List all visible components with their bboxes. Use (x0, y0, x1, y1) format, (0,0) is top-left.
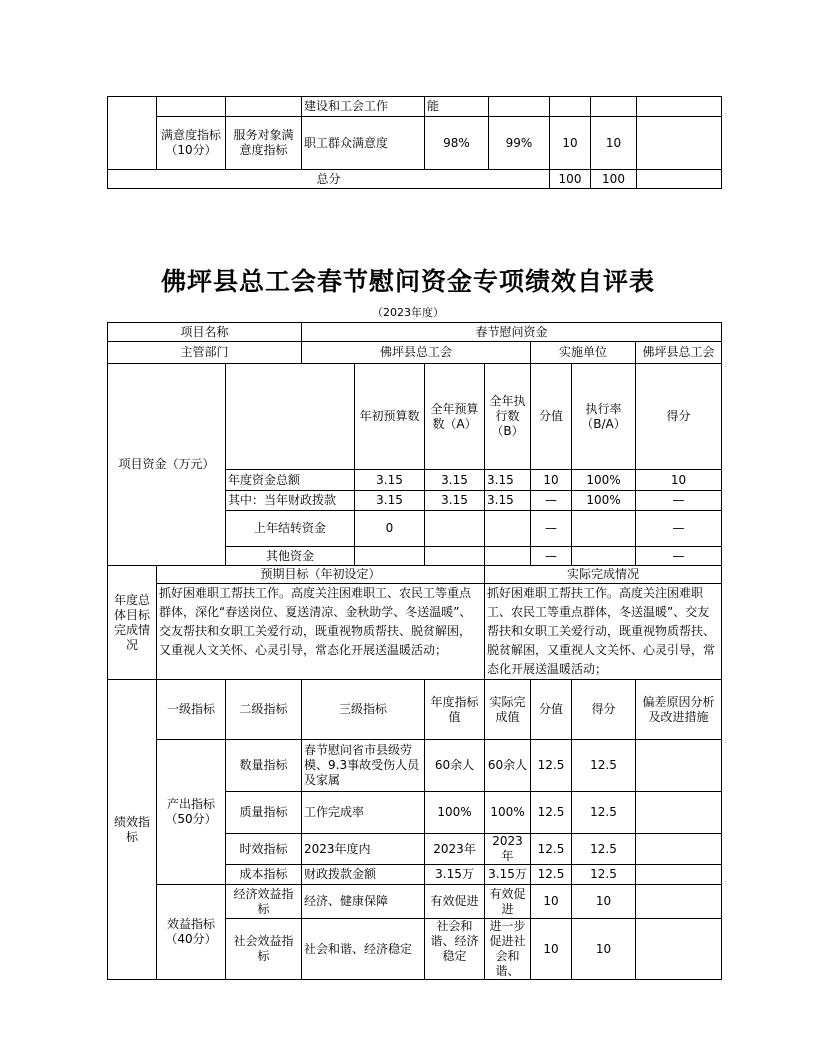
perf-cell: 100% (425, 792, 485, 834)
perf-cell: 100% (485, 792, 531, 834)
funds-cell: — (531, 491, 572, 511)
perf-header: 偏差原因分析及改进措施 (636, 680, 722, 740)
perf-cell: 时效指标 (226, 834, 302, 865)
table-cell: 服务对象满意度指标 (226, 117, 302, 170)
funds-row-name: 其中：当年财政拨款 (226, 491, 355, 511)
perf-row (108, 740, 722, 792)
table-cell (157, 97, 226, 117)
perf-cell: 12.5 (531, 834, 572, 865)
actual-label: 实际完成情况 (485, 566, 722, 584)
funds-cell: 3.15 (425, 470, 485, 491)
perf-cell: 2023年 (425, 834, 485, 865)
perf-header: 三级指标 (302, 680, 425, 740)
funds-cell: 10 (636, 470, 722, 491)
funds-cell: 0 (355, 511, 425, 547)
perf-cell: 12.5 (572, 792, 636, 834)
perf-cell (636, 865, 722, 885)
funds-header: 全年预算数（A） (425, 364, 485, 470)
perf-cell: 有效促进 (485, 885, 531, 919)
perf-header-row (108, 680, 722, 740)
perf-label: 绩效指标 (108, 680, 157, 980)
funds-cell: 3.15 (355, 470, 425, 491)
perf-cell: 工作完成率 (302, 792, 425, 834)
funds-cell: — (531, 511, 572, 547)
dept-value: 佛坪县总工会 (302, 342, 531, 364)
table-cell: 10 (591, 117, 637, 170)
project-name: 春节慰问资金 (302, 323, 722, 342)
perf-cell: 2023年度内 (302, 834, 425, 865)
total-row (108, 170, 722, 189)
benefit-label: 效益指标（40分） (157, 885, 226, 980)
perf-cell (636, 919, 722, 980)
total-weight: 100 (550, 170, 591, 189)
table-row (108, 117, 722, 170)
table-cell (591, 97, 637, 117)
perf-cell (636, 740, 722, 792)
funds-label: 项目资金（万元） (108, 364, 226, 566)
perf-cell (636, 834, 722, 865)
funds-header: 年初预算数 (355, 364, 425, 470)
table-cell (226, 364, 355, 470)
perf-header: 一级指标 (157, 680, 226, 740)
perf-header: 得分 (572, 680, 636, 740)
total-score: 100 (591, 170, 637, 189)
table-row (108, 323, 722, 342)
perf-cell: 12.5 (531, 792, 572, 834)
funds-cell: — (636, 511, 722, 547)
perf-cell: 质量指标 (226, 792, 302, 834)
table-cell: 建设和工会工作 (302, 97, 425, 117)
perf-cell: 10 (572, 919, 636, 980)
perf-cell: 成本指标 (226, 865, 302, 885)
table-cell (489, 97, 550, 117)
perf-cell: 3.15万 (425, 865, 485, 885)
table-cell (637, 97, 722, 117)
funds-row-name: 年度资金总额 (226, 470, 355, 491)
perf-cell: 社会和谐、经济稳定 (302, 919, 425, 980)
impl-value: 佛坪县总工会 (636, 342, 722, 364)
continuation-table (107, 96, 722, 189)
perf-cell (636, 885, 722, 919)
table-row (108, 97, 722, 117)
perf-header: 年度指标值 (425, 680, 485, 740)
perf-cell: 2023年 (485, 834, 531, 865)
funds-header: 得分 (636, 364, 722, 470)
perf-cell: 12.5 (572, 740, 636, 792)
perf-cell: 10 (572, 885, 636, 919)
perf-row (108, 885, 722, 919)
page-subtitle: （2023年度） (372, 306, 444, 319)
funds-cell: 3.15 (425, 491, 485, 511)
perf-cell: 数量指标 (226, 740, 302, 792)
funds-cell: 10 (531, 470, 572, 491)
funds-row-name: 其他资金 (226, 547, 355, 566)
perf-cell: 财政拨款金额 (302, 865, 425, 885)
perf-header: 二级指标 (226, 680, 302, 740)
project-name-label: 项目名称 (108, 323, 302, 342)
actual-text: 抓好困难职工帮扶工作。高度关注困难职工、农民工等重点群体，冬送温暖”、交友帮扶和女职工关爱行动，既重视物质帮扶、脱贫解困，又重视人文关怀、心灵引导，常态化开展送温暖活动； (485, 584, 722, 680)
funds-cell (485, 547, 531, 566)
funds-cell: — (636, 491, 722, 511)
table-cell (108, 97, 157, 170)
perf-cell: 春节慰问省市县级劳模、9.3事故受伤人员及家属 (302, 740, 425, 792)
table-cell (637, 117, 722, 170)
table-cell (226, 97, 302, 117)
funds-header: 分值 (531, 364, 572, 470)
dept-label: 主管部门 (108, 342, 302, 364)
funds-cell: 100% (572, 491, 636, 511)
table-cell: 满意度指标（10分） (157, 117, 226, 170)
table-cell: 98% (425, 117, 489, 170)
table-cell: 职工群众满意度 (302, 117, 425, 170)
funds-row-name: 上年结转资金 (226, 511, 355, 547)
output-label: 产出指标（50分） (157, 740, 226, 885)
table-row (108, 342, 722, 364)
impl-label: 实施单位 (531, 342, 636, 364)
perf-cell: 有效促进 (425, 885, 485, 919)
expected-text: 抓好困难职工帮扶工作。高度关注困难职工、农民工等重点群体，深化“春送岗位、夏送清凉、金秋助学、冬送温暖”、交友帮扶和女职工关爱行动，既重视物质帮扶、脱贫解困，又重视人文关怀、心灵引导，常态化开展送温暖活动； (157, 584, 485, 680)
perf-cell: 60余人 (485, 740, 531, 792)
funds-cell: 3.15 (485, 470, 531, 491)
perf-cell: 进一步促进社会和谐、 (485, 919, 531, 980)
perf-cell: 12.5 (572, 834, 636, 865)
perf-cell: 3.15万 (485, 865, 531, 885)
goals-row (108, 584, 722, 680)
perf-cell: 60余人 (425, 740, 485, 792)
goals-header-row (108, 566, 722, 584)
goals-label: 年度总体目标完成情况 (108, 566, 157, 680)
funds-header: 执行率（B/A） (572, 364, 636, 470)
table-cell (550, 97, 591, 117)
funds-header-row (108, 364, 722, 470)
perf-header: 分值 (531, 680, 572, 740)
table-cell: 能 (425, 97, 489, 117)
funds-cell: 3.15 (355, 491, 425, 511)
funds-cell: — (636, 547, 722, 566)
funds-cell (572, 511, 636, 547)
expected-label: 预期目标（年初设定） (157, 566, 485, 584)
funds-cell (572, 547, 636, 566)
funds-header: 全年执行数（B） (485, 364, 531, 470)
evaluation-table (107, 322, 722, 980)
perf-cell: 社会效益指标 (226, 919, 302, 980)
funds-cell: 3.15 (485, 491, 531, 511)
funds-cell (425, 511, 485, 547)
perf-cell: 社会和谐、经济稳定 (425, 919, 485, 980)
perf-cell: 12.5 (531, 740, 572, 792)
perf-cell: 经济效益指标 (226, 885, 302, 919)
funds-cell (355, 547, 425, 566)
funds-cell: — (531, 547, 572, 566)
perf-header: 实际完成值 (485, 680, 531, 740)
perf-cell: 12.5 (572, 865, 636, 885)
perf-cell: 10 (531, 885, 572, 919)
funds-cell: 100% (572, 470, 636, 491)
funds-cell (425, 547, 485, 566)
total-label: 总分 (108, 170, 550, 189)
perf-cell: 经济、健康保障 (302, 885, 425, 919)
perf-cell: 12.5 (531, 865, 572, 885)
table-cell: 10 (550, 117, 591, 170)
perf-cell: 10 (531, 919, 572, 980)
table-cell: 99% (489, 117, 550, 170)
table-cell (637, 170, 722, 189)
perf-cell (636, 792, 722, 834)
page-title: 佛坪县总工会春节慰问资金专项绩效自评表 (160, 267, 655, 296)
funds-cell (485, 511, 531, 547)
